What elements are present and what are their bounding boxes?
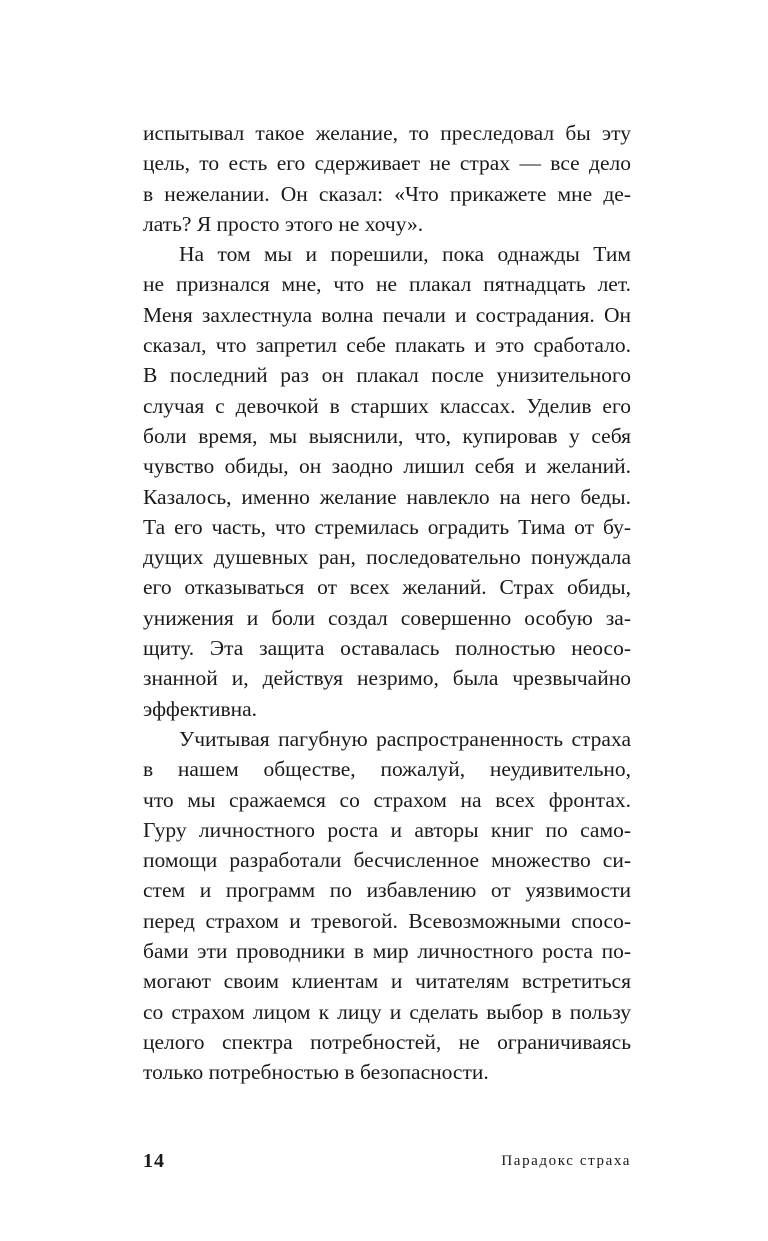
- text-line: не признался мне, что не плакал пятнадцать лет.: [143, 272, 631, 297]
- text-line: могают своим клиентам и читателям встретиться: [143, 969, 631, 994]
- text-line: сказал, что запретил себе плакать и это сработало.: [143, 333, 631, 358]
- text-line: помощи разработали бесчисленное множество си-: [143, 848, 631, 873]
- text-line: испытывал такое желание, то преследовал бы эту: [143, 121, 631, 145]
- text-line: стем и программ по избавлению от уязвимости: [143, 878, 631, 903]
- text-line: перед страхом и тревогой. Всевозможными спосо-: [143, 908, 631, 933]
- text-line: щиту. Эта защита оставалась полностью неосо-: [143, 636, 631, 661]
- text-line: со страхом лицом к лицу и сделать выбор в пользу: [143, 999, 631, 1024]
- text-line: эффективна.: [143, 696, 258, 721]
- text-line: дущих душевных ран, последовательно понуждала: [143, 545, 631, 570]
- text-line: в нашем обществе, пожалуй, неудивительно,: [143, 757, 631, 782]
- text-line: его отказываться от всех желаний. Страх обиды,: [143, 575, 631, 600]
- text-line: в нежелании. Он сказал: «Что прикажете мне де-: [143, 181, 631, 206]
- page-number: 14: [143, 1150, 165, 1172]
- body-text: [143, 118, 631, 1088]
- text-line: чувство обиды, он заодно лишил себя и желаний.: [143, 454, 631, 479]
- paragraph-first-line: Учитывая пагубную распространенность страха: [179, 726, 631, 751]
- text-line: только потребностью в безопасности.: [143, 1060, 489, 1085]
- text-line: целого спектра потребностей, не ограничиваясь: [143, 1029, 631, 1054]
- text-line: Меня захлестнула волна печали и сострадания. Он: [143, 302, 631, 327]
- text-line: лать? Я просто этого не хочу».: [143, 211, 424, 236]
- text-line: случая с девочкой в старших классах. Уделив его: [143, 393, 631, 418]
- text-line: унижения и боли создал совершенно особую за-: [143, 605, 631, 630]
- page-footer: [143, 1150, 631, 1174]
- text-line: В последний раз он плакал после унизительного: [143, 363, 631, 388]
- text-line: что мы сражаемся со страхом на всех фронтах.: [143, 787, 631, 812]
- text-line: боли время, мы выяснили, что, купировав у себя: [143, 423, 631, 448]
- text-line: знанной и, действуя незримо, была чрезвычайно: [143, 666, 631, 691]
- text-line: бами эти проводники в мир личностного роста по-: [143, 939, 631, 964]
- text-line: Гуру личностного роста и авторы книг по само-: [143, 817, 631, 842]
- running-title: Парадокс страха: [501, 1153, 631, 1169]
- paragraph-first-line: На том мы и порешили, пока однажды Тим: [179, 242, 631, 267]
- text-line: Казалось, именно желание навлекло на него беды.: [143, 484, 631, 509]
- text-line: цель, то есть его сдерживает не страх — все дело: [143, 151, 631, 176]
- text-line: Та его часть, что стремилась оградить Тима от бу-: [143, 514, 631, 539]
